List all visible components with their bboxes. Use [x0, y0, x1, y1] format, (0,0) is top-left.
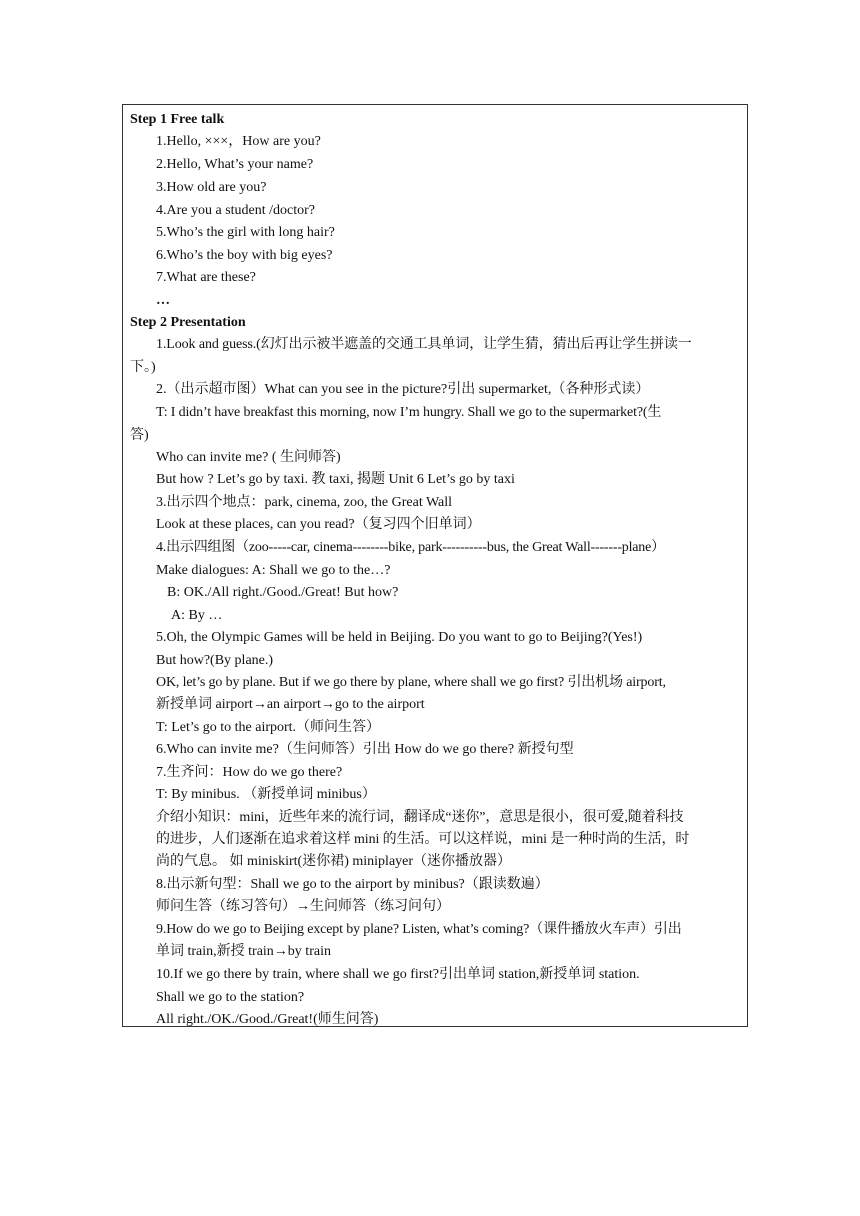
text-line: T: I didn’t have breakfast this morning, now I’m hungry. Shall we go to the supermarket?(生	[156, 405, 662, 420]
step1-heading: Step 1 Free talk	[130, 112, 225, 127]
text-line: All right./OK./Good./Great!(师生问答)	[156, 1012, 379, 1027]
text-line: 5.Oh, the Olympic Games will be held in Beijing. Do you want to go to Beijing?(Yes!)	[156, 630, 643, 645]
text-line: T: By minibus. （新授单词 minibus）	[156, 787, 376, 802]
text-line: Look at these places, can you read?（复习四个旧单词）	[156, 517, 481, 532]
text-line: 尚的气息。 如 miniskirt(迷你裙) miniplayer（迷你播放器）	[156, 854, 512, 869]
text-line: 1.Hello, ×××，How are you?	[156, 134, 321, 149]
text-line: 师问生答（练习答句）→生问师答（练习问句）	[156, 899, 450, 914]
text-line: Make dialogues: A: Shall we go to the…?	[156, 563, 391, 578]
text-line: OK, let’s go by plane. But if we go there by plane, where shall we go first? 引出机场 airport,	[156, 675, 666, 690]
text-line: 2.Hello, What’s your name?	[156, 157, 314, 172]
text-line: 3.出示四个地点：park, cinema, zoo, the Great Wall	[156, 495, 453, 510]
text-line: 单词 train,新授 train→by train	[156, 944, 331, 959]
text-line: 6.Who’s the boy with big eyes?	[156, 248, 333, 263]
text-line: 的进步，人们逐渐在追求着这样 mini 的生活。可以这样说，mini 是一种时尚的生活，时	[156, 832, 690, 847]
text-line: A: By …	[171, 608, 223, 623]
text-line: 1.Look and guess.(幻灯出示被半遮盖的交通工具单词，让学生猜，猜出后再让学生拼读一	[156, 337, 692, 352]
text-line: 5.Who’s the girl with long hair?	[156, 225, 335, 240]
text-line: But how ? Let’s go by taxi. 教 taxi, 揭题 Unit 6 Let’s go by taxi	[156, 472, 515, 487]
text-line: 下。)	[130, 360, 156, 375]
text-line: 7.生齐问：How do we go there?	[156, 765, 343, 780]
step2-heading: Step 2 Presentation	[130, 315, 246, 330]
text-line: 3.How old are you?	[156, 180, 267, 195]
text-line: 4.出示四组图（zoo-----car, cinema--------bike, park----------bus, the Great Wall-------plane）	[156, 540, 665, 555]
text-line: Shall we go to the station?	[156, 990, 305, 1005]
text-line: B: OK./All right./Good./Great! But how?	[167, 585, 399, 600]
text-line: 新授单词 airport→an airport→go to the airport	[156, 697, 425, 712]
text-line: But how?(By plane.)	[156, 653, 274, 668]
text-line: 8.出示新句型：Shall we go to the airport by minibus?（跟读数遍）	[156, 877, 549, 892]
text-line: 答)	[130, 428, 149, 443]
text-line: 6.Who can invite me?（生问师答）引出 How do we go there? 新授句型	[156, 742, 574, 757]
text-line: Who can invite me? ( 生问师答)	[156, 450, 341, 465]
text-line: T: Let’s go to the airport.（师问生答）	[156, 720, 381, 735]
text-line: 2.（出示超市图）What can you see in the picture?引出 supermarket,（各种形式读）	[156, 382, 650, 397]
text-line: 7.What are these?	[156, 270, 256, 285]
text-line: 4.Are you a student /doctor?	[156, 203, 316, 218]
text-line: 介绍小知识：mini，近些年来的流行词，翻译成“迷你”，意思是很小，很可爱,随着科技	[156, 810, 684, 825]
text-line: 9.How do we go to Beijing except by plane? Listen, what’s coming?（课件播放火车声）引出	[156, 922, 682, 937]
ellipsis: …	[156, 293, 170, 308]
text-line: 10.If we go there by train, where shall we go first?引出单词 station,新授单词 station.	[156, 967, 640, 982]
